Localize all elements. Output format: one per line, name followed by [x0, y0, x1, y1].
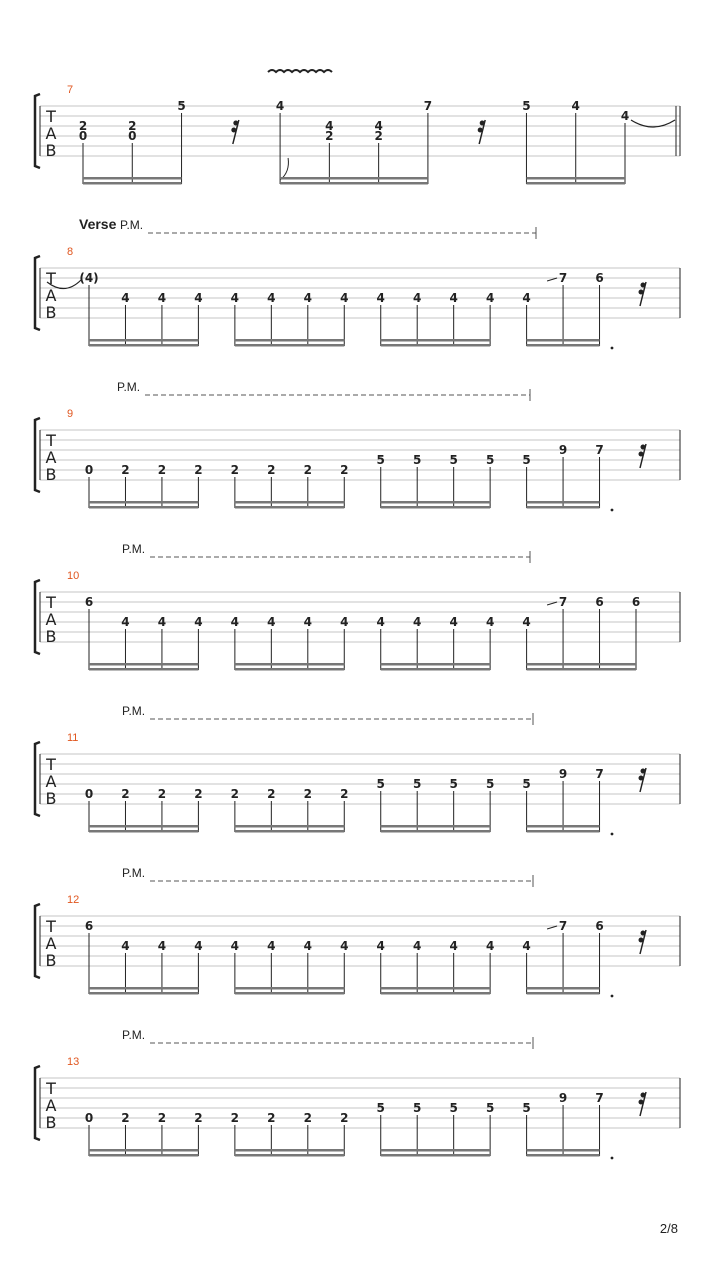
beam	[381, 992, 490, 995]
fret-number: 4	[325, 119, 334, 133]
rest-symbol	[478, 120, 486, 144]
beam	[89, 825, 198, 828]
palm-mute-label: P.M.	[122, 704, 146, 718]
fret-number: 7	[595, 1091, 604, 1105]
beam	[89, 830, 198, 833]
rest-symbol	[231, 120, 239, 144]
fret-number: 5	[449, 453, 458, 467]
fret-number: 2	[267, 787, 276, 801]
beam	[235, 825, 344, 828]
staff-bracket	[35, 94, 40, 168]
fret-number: 2	[157, 1111, 167, 1125]
fret-number: 5	[485, 777, 495, 791]
fret-number: 5	[522, 99, 531, 113]
beam	[235, 506, 344, 509]
fret-number: 4	[376, 615, 385, 629]
tab-clef-letter: B	[45, 1113, 57, 1132]
fret-number: 4	[157, 291, 167, 305]
tab-system	[35, 380, 680, 511]
beam	[89, 987, 198, 990]
fret-number: 6	[595, 271, 604, 285]
fret-number: 4	[121, 291, 130, 305]
staff-bracket	[35, 418, 40, 492]
dot	[611, 509, 614, 512]
fret-number: 5	[485, 453, 495, 467]
fret-number: 5	[376, 777, 385, 791]
tab-clef-letter: A	[45, 610, 57, 629]
beam	[381, 663, 490, 666]
fret-number: 2	[267, 463, 276, 477]
tab-clef-letter: B	[45, 141, 57, 160]
fret-number: 2	[121, 1111, 130, 1125]
vibrato-mark	[268, 70, 332, 72]
measure-number: 9	[67, 408, 74, 420]
rest-symbol	[639, 768, 647, 792]
fret-number: 2	[78, 119, 88, 133]
beam	[235, 1149, 344, 1152]
beam	[83, 177, 182, 180]
beam	[527, 668, 636, 671]
beam	[381, 344, 490, 347]
beam	[381, 987, 490, 990]
fret-number: 4	[485, 615, 495, 629]
fret-number: 4	[413, 939, 422, 953]
fret-number: 2	[267, 1111, 276, 1125]
fret-number: 9	[558, 1091, 568, 1105]
rest-flag	[641, 283, 646, 288]
measure-number: 8	[67, 246, 74, 258]
beam	[235, 344, 344, 347]
fret-number: 0	[128, 129, 137, 143]
fret-number: 7	[558, 595, 568, 609]
beam	[527, 825, 600, 828]
fret-number: 2	[230, 787, 240, 801]
fret-number: 2	[194, 1111, 203, 1125]
fret-number: 6	[84, 595, 94, 609]
tab-clef-letter: T	[46, 755, 56, 774]
rest-flag	[639, 776, 644, 781]
fret-number: 9	[558, 443, 568, 457]
tab-clef-letter: B	[45, 627, 57, 646]
fret-number: 9	[558, 767, 568, 781]
rest-flag	[480, 121, 485, 126]
fret-number: 4	[194, 291, 203, 305]
tab-clef-letter: A	[45, 1096, 57, 1115]
dot	[611, 347, 614, 350]
rest-flag	[639, 938, 644, 943]
fret-number: 4	[194, 939, 203, 953]
beam	[89, 992, 198, 995]
fret-number: 4	[303, 615, 312, 629]
dot	[611, 995, 614, 998]
fret-number: 4	[340, 615, 349, 629]
fret-number: 4	[157, 615, 167, 629]
tab-clef-letter: A	[45, 934, 57, 953]
fret-number: 4	[194, 615, 203, 629]
fret-number: 2	[325, 129, 334, 143]
staff-bracket	[35, 256, 40, 330]
beam	[381, 1154, 490, 1157]
fret-number: 2	[374, 129, 383, 143]
rest-symbol	[639, 1092, 647, 1116]
palm-mute-label: P.M.	[117, 380, 141, 394]
tab-clef-letter: A	[45, 124, 57, 143]
beam	[235, 1154, 344, 1157]
fret-number: 4	[449, 615, 458, 629]
rest-flag	[478, 128, 483, 133]
beam	[526, 177, 625, 180]
beam	[83, 182, 182, 185]
fret-number: 4	[376, 291, 385, 305]
tab-system	[35, 866, 680, 997]
fret-number: 7	[595, 767, 604, 781]
fret-number: 0	[84, 787, 94, 801]
fret-number: 4	[522, 939, 531, 953]
fret-number: 4	[376, 939, 385, 953]
rest-flag	[641, 769, 646, 774]
fret-number: 5	[413, 1101, 422, 1115]
fret-number: 4	[157, 939, 167, 953]
fret-number: 4	[121, 939, 130, 953]
rest-flag	[231, 128, 236, 133]
beam	[235, 987, 344, 990]
tab-clef-letter: B	[45, 465, 57, 484]
beam	[527, 987, 600, 990]
beam	[527, 830, 600, 833]
beam	[527, 506, 600, 509]
measure-number: 10	[67, 570, 80, 582]
fret-number: 4	[303, 291, 312, 305]
beam	[235, 663, 344, 666]
fret-number: 2	[340, 1111, 349, 1125]
fret-number: 4	[267, 939, 276, 953]
fret-number: 0	[84, 463, 94, 477]
beam	[89, 339, 198, 342]
palm-mute-label: P.M.	[122, 542, 146, 556]
beam	[89, 1154, 198, 1157]
fret-number: 4	[374, 119, 383, 133]
beam	[235, 501, 344, 504]
fret-number: 2	[157, 787, 167, 801]
tab-clef-letter: T	[46, 917, 56, 936]
fret-number: 5	[522, 1101, 531, 1115]
rest-symbol	[639, 930, 647, 954]
tab-clef-letter: A	[45, 772, 57, 791]
fret-number: 2	[230, 463, 240, 477]
beam	[527, 339, 600, 342]
fret-number: 7	[423, 99, 433, 113]
rest-flag	[233, 121, 238, 126]
beam	[89, 506, 198, 509]
staff-bracket	[35, 904, 40, 978]
beam	[235, 668, 344, 671]
fret-number: 4	[303, 939, 312, 953]
fret-number: 2	[340, 787, 349, 801]
fret-number: 2	[303, 463, 312, 477]
rest-flag	[641, 931, 646, 936]
fret-number: 6	[595, 919, 604, 933]
beam	[527, 1149, 600, 1152]
fret-number: 0	[78, 129, 88, 143]
fret-number: 5	[413, 777, 422, 791]
measure-number: 11	[67, 732, 79, 744]
palm-mute-label: P.M.	[122, 1028, 146, 1042]
fret-number: (4)	[79, 271, 99, 285]
fret-number: 4	[485, 939, 495, 953]
fret-number: 5	[485, 1101, 495, 1115]
staff-bracket	[35, 742, 40, 816]
measure-number: 7	[67, 84, 74, 96]
fret-number: 2	[340, 463, 349, 477]
fret-number: 5	[413, 453, 422, 467]
tab-system	[35, 216, 680, 349]
fret-number: 6	[84, 919, 94, 933]
bend-mark	[280, 158, 288, 180]
fret-number: 2	[303, 1111, 312, 1125]
dot	[611, 833, 614, 836]
tab-system	[35, 704, 680, 835]
fret-number: 5	[449, 777, 458, 791]
beam	[527, 344, 600, 347]
fret-number: 4	[267, 615, 276, 629]
tab-clef-letter: A	[45, 448, 57, 467]
fret-number: 4	[230, 291, 240, 305]
fret-number: 5	[177, 99, 186, 113]
beam	[381, 825, 490, 828]
rest-flag	[639, 452, 644, 457]
tab-clef-letter: T	[46, 107, 56, 126]
beam	[527, 1154, 600, 1157]
fret-number: 2	[157, 463, 167, 477]
tab-clef-letter: T	[46, 1079, 56, 1098]
fret-number: 4	[340, 291, 349, 305]
beam	[280, 177, 428, 180]
fret-number: 2	[194, 463, 203, 477]
tab-clef-letter: T	[46, 431, 56, 450]
fret-number: 6	[595, 595, 604, 609]
fret-number: 6	[631, 595, 641, 609]
fret-number: 0	[84, 1111, 94, 1125]
beam	[527, 501, 600, 504]
beam	[235, 339, 344, 342]
beam	[527, 992, 600, 995]
fret-number: 2	[194, 787, 203, 801]
fret-number: 4	[449, 291, 458, 305]
fret-number: 5	[522, 777, 531, 791]
beam	[280, 182, 428, 185]
section-label: Verse	[79, 216, 117, 232]
fret-number: 5	[376, 1101, 385, 1115]
fret-number: 2	[230, 1111, 240, 1125]
fret-number: 5	[376, 453, 385, 467]
rest-flag	[641, 1093, 646, 1098]
fret-number: 4	[275, 99, 285, 113]
rest-symbol	[639, 282, 647, 306]
fret-number: 7	[595, 443, 604, 457]
fret-number: 2	[128, 119, 137, 133]
fret-number: 4	[230, 939, 240, 953]
tab-clef-letter: B	[45, 951, 57, 970]
beam	[381, 339, 490, 342]
tab-clef-letter: T	[46, 269, 56, 288]
staff-bracket	[35, 1066, 40, 1140]
fret-number: 4	[413, 615, 422, 629]
tab-system	[35, 1028, 680, 1159]
beam	[89, 663, 198, 666]
fret-number: 2	[121, 463, 130, 477]
palm-mute-label: P.M.	[120, 218, 144, 232]
beam	[89, 501, 198, 504]
fret-number: 4	[485, 291, 495, 305]
fret-number: 2	[121, 787, 130, 801]
fret-number: 7	[558, 271, 568, 285]
tab-clef-letter: A	[45, 286, 57, 305]
page-number: 2/8	[659, 1221, 678, 1236]
fret-number: 4	[620, 109, 630, 123]
tab-clef-letter: B	[45, 303, 57, 322]
fret-number: 4	[121, 615, 130, 629]
fret-number: 4	[413, 291, 422, 305]
beam	[381, 668, 490, 671]
fret-number: 4	[230, 615, 240, 629]
beam	[235, 992, 344, 995]
beam	[527, 663, 636, 666]
fret-number: 4	[267, 291, 276, 305]
rest-flag	[639, 290, 644, 295]
beam	[381, 830, 490, 833]
dot	[611, 1157, 614, 1160]
rest-flag	[641, 445, 646, 450]
fret-number: 4	[571, 99, 580, 113]
tab-system	[35, 70, 680, 185]
fret-number: 4	[340, 939, 349, 953]
rest-symbol	[639, 444, 647, 468]
fret-number: 4	[522, 615, 531, 629]
tab-clef-letter: T	[46, 593, 56, 612]
staff-bracket	[35, 580, 40, 654]
fret-number: 4	[522, 291, 531, 305]
beam	[89, 344, 198, 347]
fret-number: 4	[449, 939, 458, 953]
beam	[235, 830, 344, 833]
measure-number: 12	[67, 894, 80, 906]
beam	[381, 1149, 490, 1152]
rest-flag	[639, 1100, 644, 1105]
beam	[381, 506, 490, 509]
fret-number: 5	[449, 1101, 458, 1115]
fret-number: 7	[558, 919, 568, 933]
beam	[89, 668, 198, 671]
beam	[526, 182, 625, 185]
tab-system	[35, 542, 680, 671]
measure-number: 13	[67, 1056, 80, 1068]
fret-number: 5	[522, 453, 531, 467]
fret-number: 2	[303, 787, 312, 801]
beam	[381, 501, 490, 504]
palm-mute-label: P.M.	[122, 866, 146, 880]
tab-clef-letter: B	[45, 789, 57, 808]
beam	[89, 1149, 198, 1152]
